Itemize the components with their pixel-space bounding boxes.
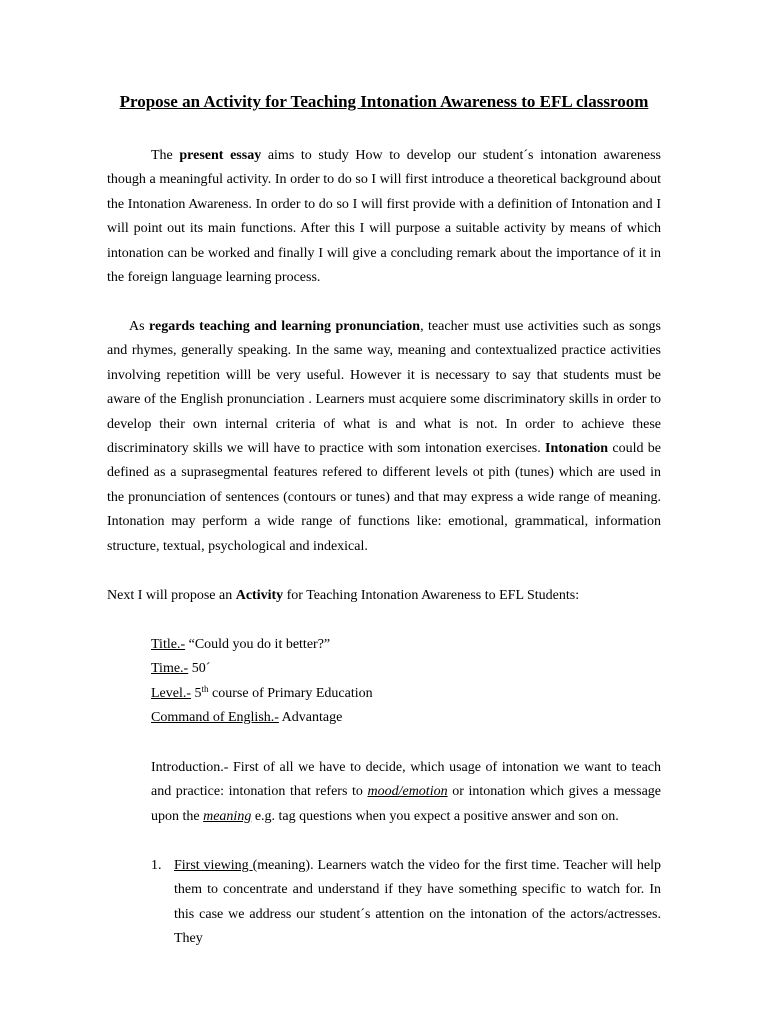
level-label: Level.- bbox=[151, 686, 192, 701]
time-value: 50´ bbox=[188, 661, 211, 676]
level-sup: th bbox=[201, 684, 209, 694]
command-label: Command of English.- bbox=[151, 710, 279, 725]
p1-post: aims to study How to develop our student´s intonation awareness though a meaningful activity. In order to do so I will first introduce a theoretical background about the Intonation Awareness. In order to do so I will first provide with a definition of Intonation and I will point out its main functions. After this I will purpose a suitable activity by means of which intonation can be worked and finally I will give a concluding remark about the importance of it in the foreign language learning process. bbox=[107, 148, 662, 286]
p3-pre: Next I will propose an bbox=[107, 588, 236, 603]
p1-pre: The bbox=[151, 148, 180, 163]
p2-pre: As bbox=[129, 319, 150, 334]
list-item-number: 1. bbox=[151, 858, 162, 873]
list-item-label: First viewing bbox=[174, 858, 253, 873]
p3-post: for Teaching Intonation Awareness to EFL Students: bbox=[283, 588, 580, 603]
list-item-text bbox=[174, 854, 661, 952]
intro-paragraph bbox=[107, 144, 661, 290]
intro-pre: Introduction.- First of all we have to decide, which usage of intonation we want to teach and practice: intonation that refers to bbox=[151, 760, 661, 800]
activity-command-line bbox=[151, 706, 342, 730]
title-label: Title.- bbox=[151, 637, 186, 652]
document-title: Propose an Activity for Teaching Intonation Awareness to EFL classroom bbox=[119, 92, 649, 111]
activity-time-line bbox=[151, 657, 210, 681]
p2-bold1: regards teaching and learning pronunciation bbox=[149, 319, 421, 334]
intro-mid: or intonation which gives a message upon the bbox=[151, 784, 661, 824]
list-item bbox=[151, 854, 661, 952]
introduction-paragraph bbox=[151, 756, 661, 829]
intro-emph1: mood/emotion bbox=[367, 784, 448, 800]
pronunciation-paragraph bbox=[107, 315, 661, 559]
level-number: 5 bbox=[191, 686, 202, 701]
list-item-body: (meaning). Learners watch the video for the first time. Teacher will help them to concentrate and understand if they have something specific to watch for. In this case we address our student´s attention on the intonation of the actors/actresses. They bbox=[174, 858, 662, 947]
p2-bold2: Intonation bbox=[545, 441, 609, 457]
intro-emph2: meaning bbox=[203, 808, 252, 824]
level-value: course of Primary Education bbox=[208, 686, 373, 701]
title-value: “Could you do it better?” bbox=[185, 637, 331, 652]
command-value: Advantage bbox=[278, 710, 343, 725]
activity-title-line bbox=[151, 633, 330, 657]
p3-bold: Activity bbox=[235, 588, 284, 603]
p1-bold: present essay bbox=[179, 148, 262, 163]
intro-post: e.g. tag questions when you expect a positive answer and son on. bbox=[251, 808, 619, 824]
p2-post: could be defined as a suprasegmental features refered to different levels ot pith (tunes) which are used in the pronunciation of sentences (contours or tunes) and that may express a wide range of meaning. Intonation may perform a wide range of functions like: emotional, grammatical, information structure, textual, psychological and indexical. bbox=[107, 441, 661, 554]
p2-mid: , teacher must use activities such as songs and rhymes, generally speaking. In the same way, meaning and contextualized practice activities involving repetition willl be very useful. However it is necessary to say that students must be aware of the English pronunciation . Learners must acquiere some discriminatory skills in order to develop their own internal criteria of what is and what is not. In order to achieve these discriminatory skills we will have to practice with som intonation exercises. bbox=[107, 319, 661, 457]
activity-level-line bbox=[151, 682, 373, 706]
time-label: Time.- bbox=[151, 661, 189, 676]
activity-intro-paragraph bbox=[107, 584, 661, 608]
